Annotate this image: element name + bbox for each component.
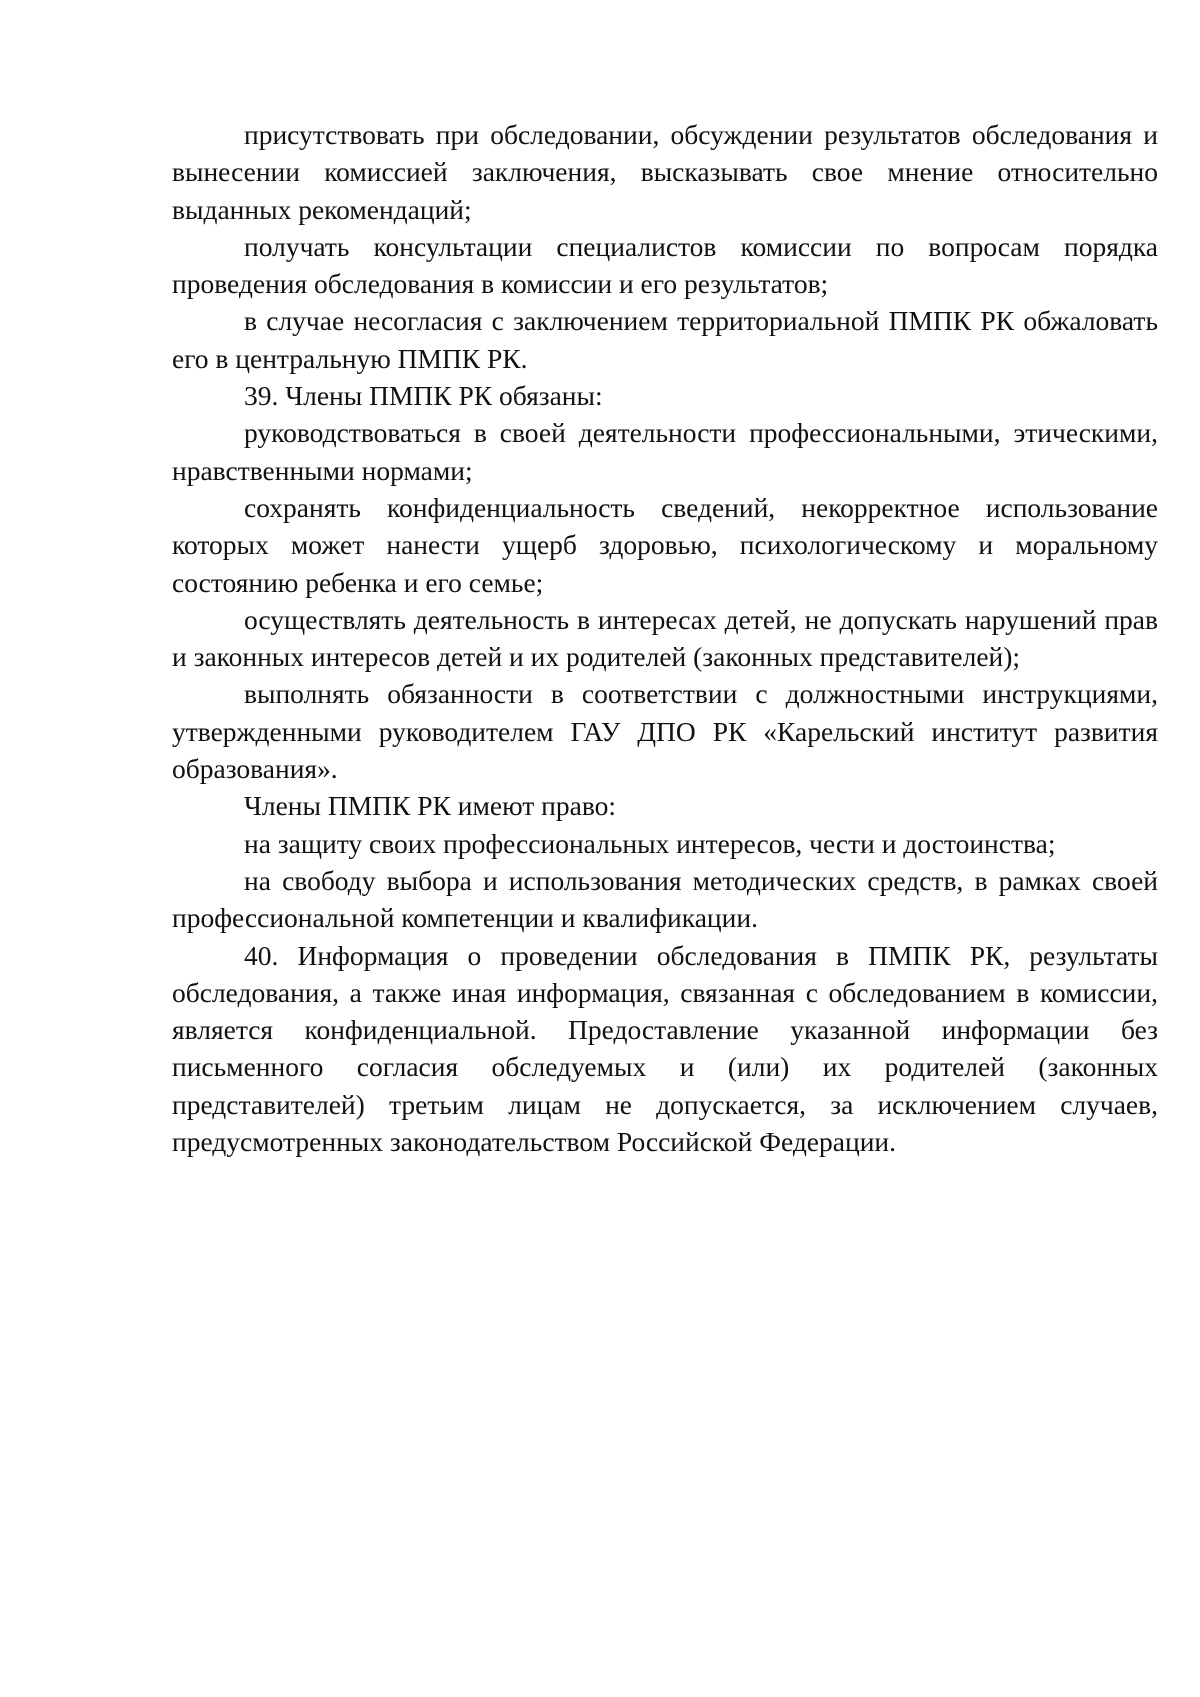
paragraph-parent-right-attend-exam: присутствовать при обследовании, обсуждении результатов обследования и вынесении комиссией заключения, высказывать свое мнение относительно выданных рекомендаций;	[172, 119, 1158, 225]
paragraph-duty-childrens-interests: осуществлять деятельность в интересах детей, не допускать нарушений прав и законных интересов детей и их родителей (законных представителей);	[172, 603, 1158, 673]
paragraph-item-40-confidential-info: 40. Информация о проведении обследования в ПМПК РК, результаты обследования, а также иная информация, связанная с обследованием в комиссии, является конфиденциальной. Предоставление указанной информации без письменного согласия обследуемых и (или) их родителей (законных представителей) третьим лицам не допускается, за исключением случаев, предусмотренных законодательством Российской Федерации.	[172, 939, 1158, 1158]
document-body	[172, 116, 1158, 1160]
paragraph-duty-job-instructions: выполнять обязанности в соответствии с должностными инструкциями, утвержденными руководителем ГАУ ДПО РК «Карельский институт развития образования».	[172, 678, 1158, 785]
paragraph-item-39-heading: 39. Члены ПМПК РК обязаны:	[244, 380, 603, 412]
paragraph-right-method-choice: на свободу выбора и использования методических средств, в рамках своей профессиональной компетенции и квалификации.	[172, 864, 1158, 934]
paragraph-parent-right-appeal: в случае несогласия с заключением территориальной ПМПК РК обжаловать его в центральную ПМПК РК.	[172, 305, 1158, 374]
paragraph-duty-professional-norms: руководствоваться в своей деятельности профессиональными, этическими, нравственными нормами;	[172, 417, 1158, 486]
paragraph-duty-confidentiality: сохранять конфиденциальность сведений, некорректное использование которых может нанести ущерб здоровью, психологическому и моральному состоянию ребенка и его семье;	[172, 491, 1158, 598]
paragraph-right-protection: на защиту своих профессиональных интересов, чести и достоинства;	[244, 827, 1056, 859]
paragraph-members-rights-heading: Члены ПМПК РК имеют право:	[244, 790, 617, 822]
paragraph-parent-right-consultations: получать консультации специалистов комиссии по вопросам порядка проведения обследования в комиссии и его результатов;	[172, 230, 1158, 300]
